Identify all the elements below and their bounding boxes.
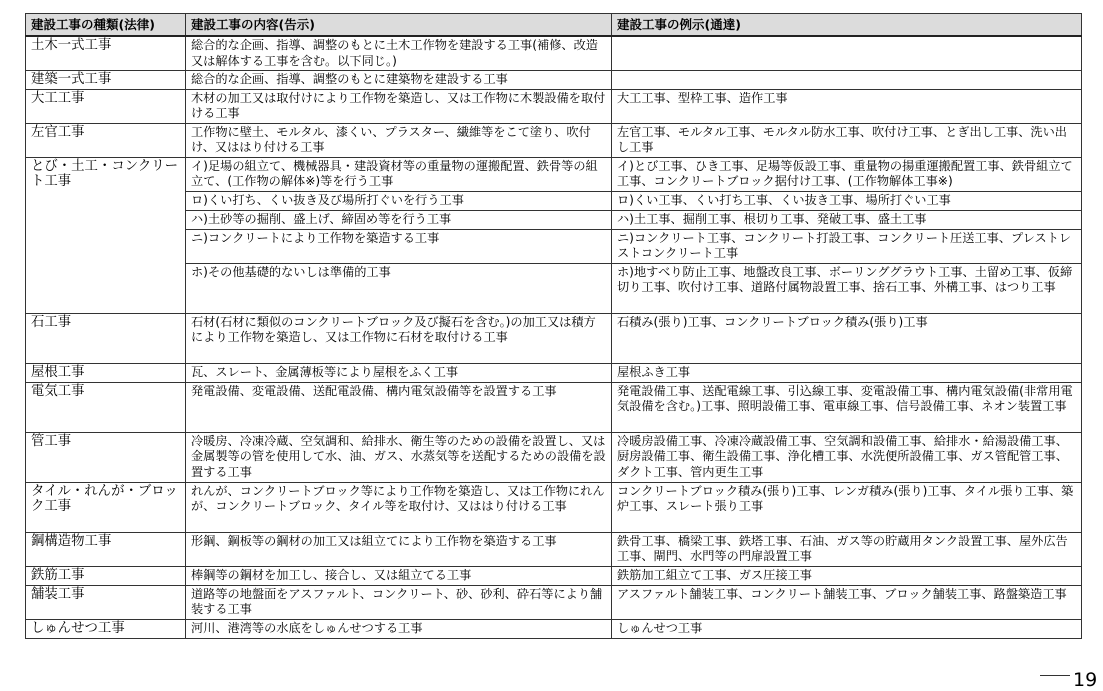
cell-type: 電気工事 <box>26 382 186 432</box>
table-row <box>26 89 1082 123</box>
cell-type: 鉄筋工事 <box>26 566 186 585</box>
table-row <box>26 313 1082 363</box>
cell-type: 屋根工事 <box>26 363 186 382</box>
cell-content: 総合的な企画、指導、調整のもとに建築物を建設する工事 <box>186 70 612 89</box>
table-row <box>26 157 1082 191</box>
cell-example: イ)とび工事、ひき工事、足場等仮設工事、重量物の揚重運搬配置工事、鉄骨組立て工事、コンクリートブロック据付け工事、(工作物解体工事※) <box>612 157 1082 191</box>
cell-type: 鋼構造物工事 <box>26 532 186 566</box>
cell-type: しゅんせつ工事 <box>26 619 186 638</box>
cell-content: 工作物に壁土、モルタル、漆くい、プラスター、繊維等をこて塗り、吹付け、又ははり付ける工事 <box>186 123 612 157</box>
cell-example: 鉄筋加工組立て工事、ガス圧接工事 <box>612 566 1082 585</box>
cell-content: ロ)くい打ち、くい抜き及び場所打ぐいを行う工事 <box>186 191 612 210</box>
cell-example: ハ)土工事、掘削工事、根切り工事、発破工事、盛土工事 <box>612 210 1082 229</box>
cell-example: 発電設備工事、送配電線工事、引込線工事、変電設備工事、構内電気設備(非常用電気設備を含む。)工事、照明設備工事、電車線工事、信号設備工事、ネオン装置工事 <box>612 382 1082 432</box>
cell-content: 棒鋼等の鋼材を加工し、接合し、又は組立てる工事 <box>186 566 612 585</box>
table-row <box>26 566 1082 585</box>
table-row <box>26 363 1082 382</box>
cell-example: しゅんせつ工事 <box>612 619 1082 638</box>
header-example: 建設工事の例示(通達) <box>612 14 1082 37</box>
cell-example: 冷暖房設備工事、冷凍冷蔵設備工事、空気調和設備工事、給排水・給湯設備工事、厨房設備工事、衛生設備工事、浄化槽工事、水洗便所設備工事、ガス管配管工事、ダクト工事、管内更生工事 <box>612 432 1082 482</box>
cell-content: れんが、コンクリートブロック等により工作物を築造し、又は工作物にれんが、コンクリートブロック、タイル等を取付け、又ははり付ける工事 <box>186 482 612 532</box>
header-content: 建設工事の内容(告示) <box>186 14 612 37</box>
cell-content: 河川、港湾等の水底をしゅんせつする工事 <box>186 619 612 638</box>
cell-content: 木材の加工又は取付けにより工作物を築造し、又は工作物に木製設備を取付ける工事 <box>186 89 612 123</box>
cell-example: コンクリートブロック積み(張り)工事、レンガ積み(張り)工事、タイル張り工事、築炉工事、スレート張り工事 <box>612 482 1082 532</box>
page-number: 19 <box>1073 669 1098 691</box>
cell-content: ホ)その他基礎的ないしは準備的工事 <box>186 263 612 313</box>
page-number-rule <box>1040 675 1070 676</box>
table-row <box>26 432 1082 482</box>
cell-example: 大工工事、型枠工事、造作工事 <box>612 89 1082 123</box>
cell-content: 総合的な企画、指導、調整のもとに土木工作物を建設する工事(補修、改造又は解体する工事を含む。以下同じ。) <box>186 36 612 70</box>
construction-types-table <box>25 13 1082 639</box>
table-row <box>26 482 1082 532</box>
cell-type: 管工事 <box>26 432 186 482</box>
cell-example <box>612 70 1082 89</box>
cell-type: 土木一式工事 <box>26 36 186 70</box>
table-row <box>26 619 1082 638</box>
table-row <box>26 532 1082 566</box>
cell-type: とび・土工・コンクリート工事 <box>26 157 186 313</box>
cell-example: 屋根ふき工事 <box>612 363 1082 382</box>
cell-content: 瓦、スレート、金属薄板等により屋根をふく工事 <box>186 363 612 382</box>
table-row <box>26 123 1082 157</box>
cell-type: タイル・れんが・ブロック工事 <box>26 482 186 532</box>
cell-type: 建築一式工事 <box>26 70 186 89</box>
cell-example: 石積み(張り)工事、コンクリートブロック積み(張り)工事 <box>612 313 1082 363</box>
cell-type: 大工工事 <box>26 89 186 123</box>
cell-example: ホ)地すべり防止工事、地盤改良工事、ボーリンググラウト工事、土留め工事、仮締切り工事、吹付け工事、道路付属物設置工事、捨石工事、外構工事、はつり工事 <box>612 263 1082 313</box>
table-row <box>26 70 1082 89</box>
header-type: 建設工事の種類(法律) <box>26 14 186 37</box>
cell-example: アスファルト舗装工事、コンクリート舗装工事、ブロック舗装工事、路盤築造工事 <box>612 585 1082 619</box>
cell-example <box>612 36 1082 70</box>
cell-content: 冷暖房、冷凍冷蔵、空気調和、給排水、衛生等のための設備を設置し、又は金属製等の管を使用して水、油、ガス、水蒸気等を送配するための設備を設置する工事 <box>186 432 612 482</box>
cell-example: 左官工事、モルタル工事、モルタル防水工事、吹付け工事、とぎ出し工事、洗い出し工事 <box>612 123 1082 157</box>
cell-content: 石材(石材に類似のコンクリートブロック及び擬石を含む。)の加工又は積方により工作物を築造し、又は工作物に石材を取付ける工事 <box>186 313 612 363</box>
table-row <box>26 585 1082 619</box>
cell-content: イ)足場の組立て、機械器具・建設資材等の重量物の運搬配置、鉄骨等の組立て、(工作物の解体※)等を行う工事 <box>186 157 612 191</box>
table-header-row <box>26 14 1082 37</box>
table-row <box>26 36 1082 70</box>
cell-content: ニ)コンクリートにより工作物を築造する工事 <box>186 229 612 263</box>
cell-content: 道路等の地盤面をアスファルト、コンクリート、砂、砂利、砕石等により舗装する工事 <box>186 585 612 619</box>
cell-content: 発電設備、変電設備、送配電設備、構内電気設備等を設置する工事 <box>186 382 612 432</box>
cell-type: 舗装工事 <box>26 585 186 619</box>
cell-content: ハ)土砂等の掘削、盛上げ、締固め等を行う工事 <box>186 210 612 229</box>
table-row <box>26 382 1082 432</box>
cell-example: 鉄骨工事、橋梁工事、鉄塔工事、石油、ガス等の貯蔵用タンク設置工事、屋外広告工事、閘門、水門等の門扉設置工事 <box>612 532 1082 566</box>
cell-type: 左官工事 <box>26 123 186 157</box>
cell-type: 石工事 <box>26 313 186 363</box>
cell-example: ロ)くい工事、くい打ち工事、くい抜き工事、場所打ぐい工事 <box>612 191 1082 210</box>
cell-content: 形鋼、鋼板等の鋼材の加工又は組立てにより工作物を築造する工事 <box>186 532 612 566</box>
cell-example: ニ)コンクリート工事、コンクリート打設工事、コンクリート圧送工事、プレストレストコンクリート工事 <box>612 229 1082 263</box>
